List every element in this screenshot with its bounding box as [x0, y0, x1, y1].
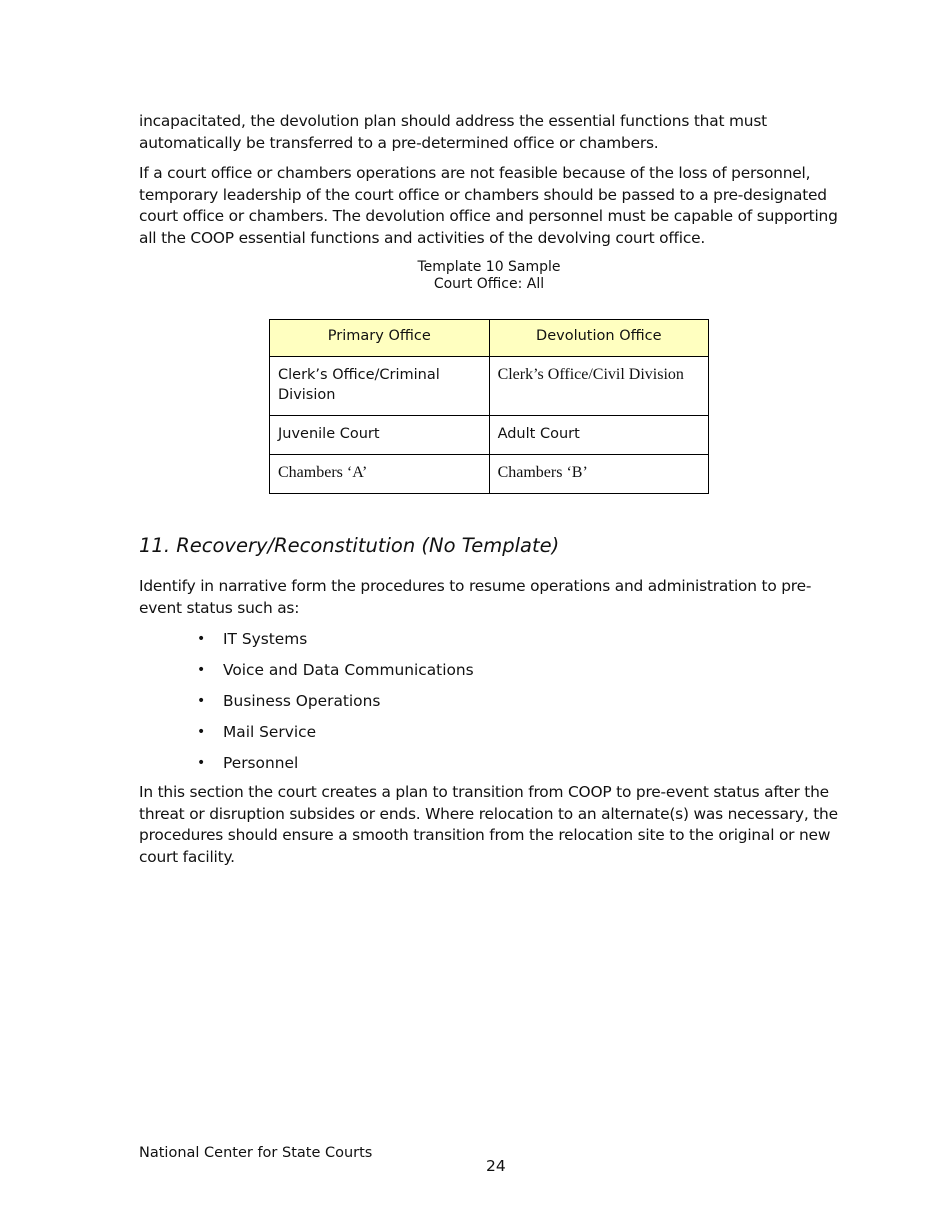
- paragraph-recovery-intro: Identify in narrative form the procedures to resume operations and administration to pre-event status such as:: [139, 577, 812, 617]
- table-header-row: [270, 320, 709, 357]
- table-caption-title: Template 10 Sample: [417, 259, 561, 275]
- paragraph-recovery-transition: In this section the court creates a plan to transition from COOP to pre-event status after the threat or disruption subsides or ends. Where relocation to an alternate(s) was necessary, the procedures should ensure a smooth transition from the relocation site to the original or new court facility.: [139, 783, 838, 866]
- bullet-icon: •: [197, 662, 206, 678]
- table-cell: Chambers ‘B’: [489, 455, 708, 494]
- table-row: [270, 455, 709, 494]
- list-item-text: Mail Service: [223, 723, 317, 741]
- recovery-bullet-list: [139, 627, 474, 782]
- footer-organization: National Center for State Courts: [139, 1145, 373, 1161]
- section-heading: 11. Recovery/Reconstitution (No Template): [139, 534, 560, 557]
- bullet-icon: •: [197, 631, 206, 647]
- bullet-icon: •: [197, 724, 206, 740]
- table-cell: Adult Court: [489, 416, 708, 455]
- devolution-table: [269, 319, 709, 494]
- list-item-text: IT Systems: [223, 630, 308, 648]
- table-cell: Juvenile Court: [270, 416, 490, 455]
- table-row: [270, 416, 709, 455]
- list-item: [139, 720, 474, 751]
- table-cell: Chambers ‘A’: [270, 455, 490, 494]
- table-cell: Clerk’s Office/Civil Division: [489, 357, 708, 416]
- paragraph-devolution-leadership: If a court office or chambers operations are not feasible because of the loss of personnel, temporary leadership of the court office or chambers should be passed to a pre-designated court office or chambers. The devolution office and personnel must be capable of supporting all the COOP essential functions and activities of the devolving court office.: [139, 164, 838, 247]
- list-item: [139, 627, 474, 658]
- header-primary-office: Primary Office: [270, 320, 490, 357]
- list-item: [139, 689, 474, 720]
- table-caption-office: Court Office: All: [433, 276, 545, 292]
- list-item-text: Personnel: [223, 754, 299, 772]
- table-row: [270, 357, 709, 416]
- bullet-icon: •: [197, 693, 206, 709]
- list-item-text: Voice and Data Communications: [223, 661, 474, 679]
- page-number: 24: [486, 1157, 506, 1175]
- list-item-text: Business Operations: [223, 692, 381, 710]
- bullet-icon: •: [197, 755, 206, 771]
- header-devolution-office: Devolution Office: [489, 320, 708, 357]
- paragraph-devolution-intro: incapacitated, the devolution plan should address the essential functions that must automatically be transferred to a pre-determined office or chambers.: [139, 112, 767, 152]
- list-item: [139, 658, 474, 689]
- table-cell: Clerk’s Office/Criminal Division: [270, 357, 490, 416]
- list-item: [139, 751, 474, 782]
